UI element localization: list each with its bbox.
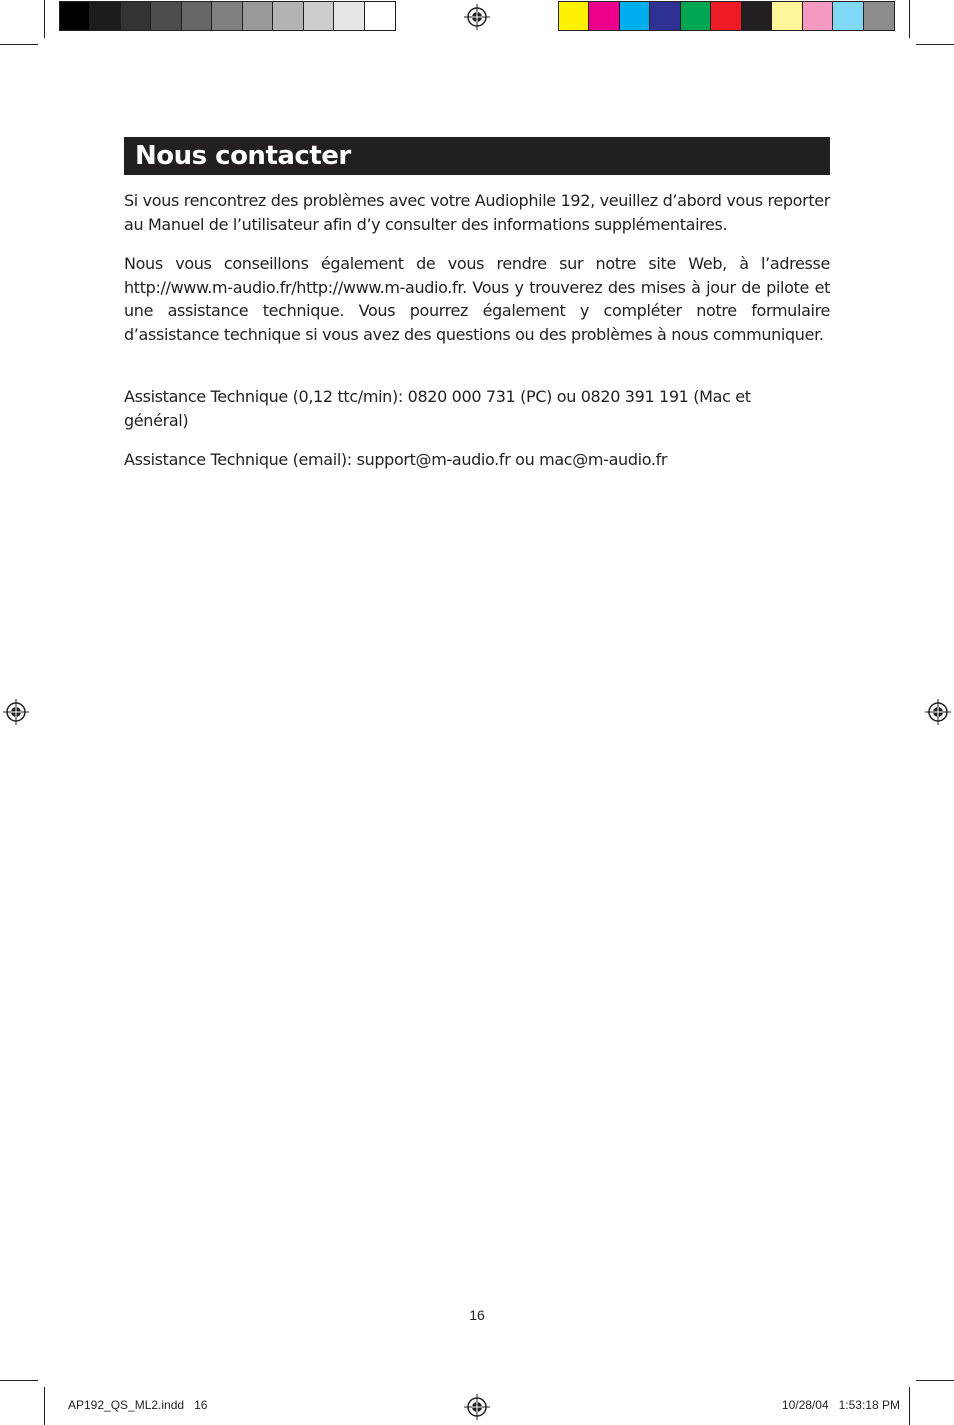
color-swatch [711, 2, 741, 30]
color-swatch [151, 2, 181, 30]
email-support-paragraph: Assistance Technique (email): support@m-audio.fr ou mac@m-audio.fr [124, 450, 668, 469]
color-swatch [864, 2, 894, 30]
crop-mark [916, 44, 954, 45]
crop-mark [0, 1380, 38, 1381]
color-swatch [772, 2, 802, 30]
color-swatch [182, 2, 212, 30]
process-color-bar [558, 1, 895, 31]
color-swatch [121, 2, 151, 30]
color-swatch [243, 2, 273, 30]
color-swatch [650, 2, 680, 30]
page-number: 16 [469, 1307, 485, 1323]
color-swatch [60, 2, 90, 30]
crop-mark [44, 1387, 45, 1425]
website-paragraph: Nous vous conseillons également de vous rendre sur notre site Web, à l’adresse http://www.m-audio.fr/http://www.m-audio.fr. Vous y trouverez des mises à jour de pilote et une assistance technique. Vous pourrez également y compléter notre formulaire d’assistance technique si vous avez des questions ou des problèmes à nous communiquer. [124, 254, 830, 344]
intro-paragraph: Si vous rencontrez des problèmes avec votre Audiophile 192, veuillez d’abord vous reporter au Manuel de l’utilisateur afin d’y consulter des informations supplémentaires. [124, 191, 830, 234]
registration-mark-icon [464, 4, 490, 30]
registration-mark-icon [925, 699, 951, 725]
crop-mark [909, 0, 910, 38]
color-swatch [589, 2, 619, 30]
color-swatch [681, 2, 711, 30]
crop-mark [909, 1387, 910, 1425]
crop-mark [0, 44, 38, 45]
slug-filename: AP192_QS_ML2.indd 16 [68, 1398, 208, 1412]
crop-mark [916, 1380, 954, 1381]
color-swatch [620, 2, 650, 30]
color-swatch [273, 2, 303, 30]
color-swatch [365, 2, 395, 30]
color-swatch [304, 2, 334, 30]
color-swatch [334, 2, 364, 30]
color-swatch [833, 2, 863, 30]
color-swatch [212, 2, 242, 30]
registration-mark-icon [464, 1394, 490, 1420]
registration-mark-icon [3, 699, 29, 725]
color-swatch [90, 2, 120, 30]
phone-support-paragraph: Assistance Technique (0,12 ttc/min): 0820 000 731 (PC) ou 0820 391 191 (Mac et général) [124, 387, 751, 430]
section-heading-bar [124, 137, 830, 175]
grayscale-color-bar [59, 1, 396, 31]
color-swatch [803, 2, 833, 30]
page-title: Nous contacter [135, 141, 351, 171]
slug-timestamp: 10/28/04 1:53:18 PM [781, 1398, 900, 1412]
color-swatch [742, 2, 772, 30]
color-swatch [559, 2, 589, 30]
crop-mark [44, 0, 45, 38]
